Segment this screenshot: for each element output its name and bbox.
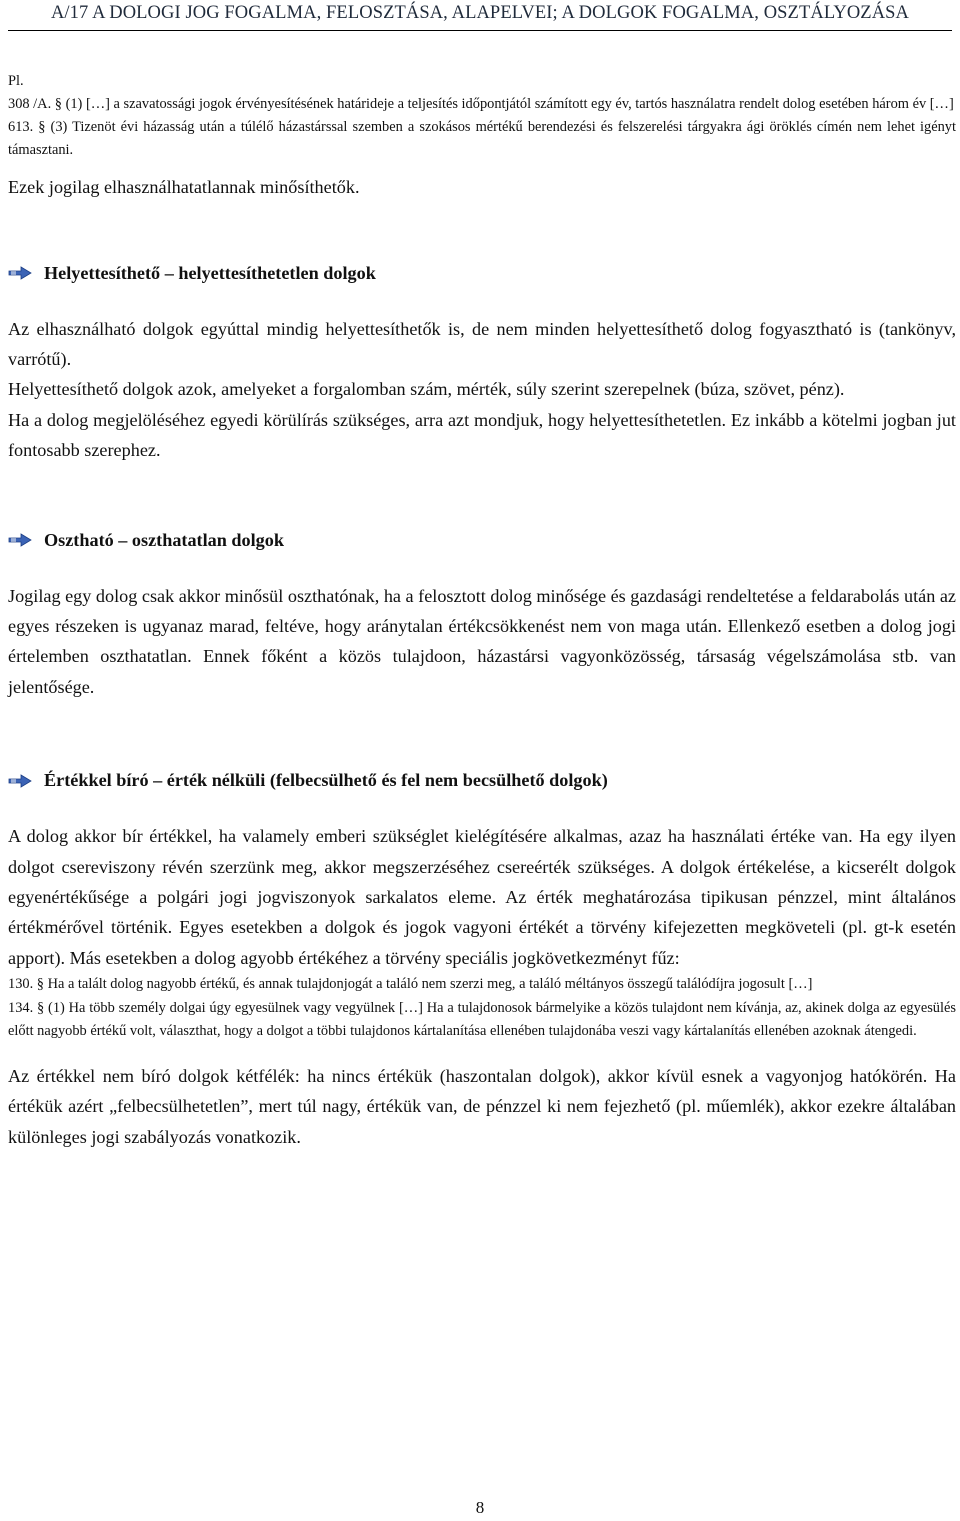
paragraph: Az értékkel nem bíró dolgok kétfélék: ha nincs értékük (haszontalan dolgok), akkor kívül esnek a vagyonjog hatókörén. Ha értékük azért „felbecsülhetetlen”, mert túl nagy, értékük van, de pénzzel ki nem fejezhető (pl. műemlék), akkor ezekre általában különleges jogi szabályozás vonatkozik. [8,1065,956,1147]
section-heading-text: Osztható – oszthatatlan dolgok [44,529,284,550]
section-heading-text: Helyettesíthető – helyettesíthetetlen dolgok [44,262,376,283]
intro-conclusion: Ezek jogilag elhasználhatatlannak minősíthetők. [8,176,360,197]
arrow-bullet-icon [8,774,32,788]
section-heading-text: Értékkel bíró – érték nélküli (felbecsülhető és fel nem becsülhető dolgok) [44,770,608,791]
law-citation-613: 613. § (3) Tizenöt évi házasság után a túlélő házastárssal szemben a szokásos mértékű berendezési és felszerelési tárgyakra ági öröklés címén nem lehet igényt támasztani. [8,119,956,159]
paragraph: Jogilag egy dolog csak akkor minősül oszthatónak, ha a felosztott dolog minősége és gazdasági rendeltetése a feldarabolás után az egyes részeken is ugyanaz marad, feltéve, hogy aránytalan értékcsökkenést nem von maga után. Ellenkező esetben a dolog jogi értelemben oszthatatlan. Ennek főként a közös tulajdoon, házastársi vagyonközösség, társaság végelszámolása stb. van jelentősége. [8,585,956,697]
paragraph: Ha a dolog megjelöléséhez egyedi körülírás szükséges, arra azt mondjuk, hogy helyettesíthetetlen. Ez inkább a kötelmi jogban jut fontosabb szerephez. [8,409,956,461]
example-label: Pl. [8,73,24,89]
law-citation-130: 130. § Ha a talált dolog nagyobb értékű, és annak tulajdonjogát a találó nem szerzi meg, a találó méltányos összegű találódíjra jogosult […] [8,976,813,993]
page-number: 8 [475,1498,485,1517]
section-heading-oszthato [8,530,956,551]
header-title: A/17 A DOLOGI JOG FOGALMA, FELOSZTÁSA, ALAPELVEI; A DOLGOK FOGALMA, OSZTÁLYOZÁSA [50,3,910,23]
paragraph: A dolog akkor bír értékkel, ha valamely emberi szükséglet kielégítésére alkalmas, azaz ha használati értéke van. Ha egy ilyen dolgot csereviszony révén szerzünk meg, akkor megszerzéséhez csereérték szükséges. A dolgok értékelése, a kicserélt dolgok egyenértékűsége a polgári jogi jogviszonyok sarkalatos eleme. Az érték meghatározása tipikusan pénzzel, mint általános értékmérővel történik. Egyes esetekben a dolgok és jogok vagyoni értékét a törvény kifejezetten megköveteli (pl. gt-k esetén apport). Más esetekben a dolog agyobb értékéhez a törvény speciális jogkövetkezményt fűz: [8,826,956,968]
arrow-bullet-icon [8,533,32,547]
section-heading-ertekkel-biro [8,770,956,791]
law-citation-308: 308 /A. § (1) […] a szavatossági jogok érvényesítésének határideje a teljesítés időpontjától számított egy év, tartós használatra rendelt dolog esetében három év […] [8,96,954,112]
page-header [8,0,952,31]
section-heading-helyettesitheto [8,263,956,284]
paragraph: Az elhasználható dolgok egyúttal mindig helyettesíthetők is, de nem minden helyettesíthető dolog fogyasztható is (tankönyv, varrótű). [8,318,956,370]
law-citation-134: 134. § (1) Ha több személy dolgai úgy egyesülnek vagy vegyülnek […] Ha a tulajdonosok bármelyike a közös tulajdont nem kívánja, az, akinek dolga az egyesülés előtt nagyobb értékű volt, választhat, hogy a dolgot a többi tulajdonos kártalanítása ellenében tulajdonába veszi vagy kártalanítás ellenében azoknak átengedi. [8,999,956,1039]
arrow-bullet-icon [8,266,32,280]
paragraph: Helyettesíthető dolgok azok, amelyeket a forgalomban szám, mérték, súly szerint szerepelnek (búza, szövet, pénz). [8,379,845,400]
document-body [8,70,956,1152]
